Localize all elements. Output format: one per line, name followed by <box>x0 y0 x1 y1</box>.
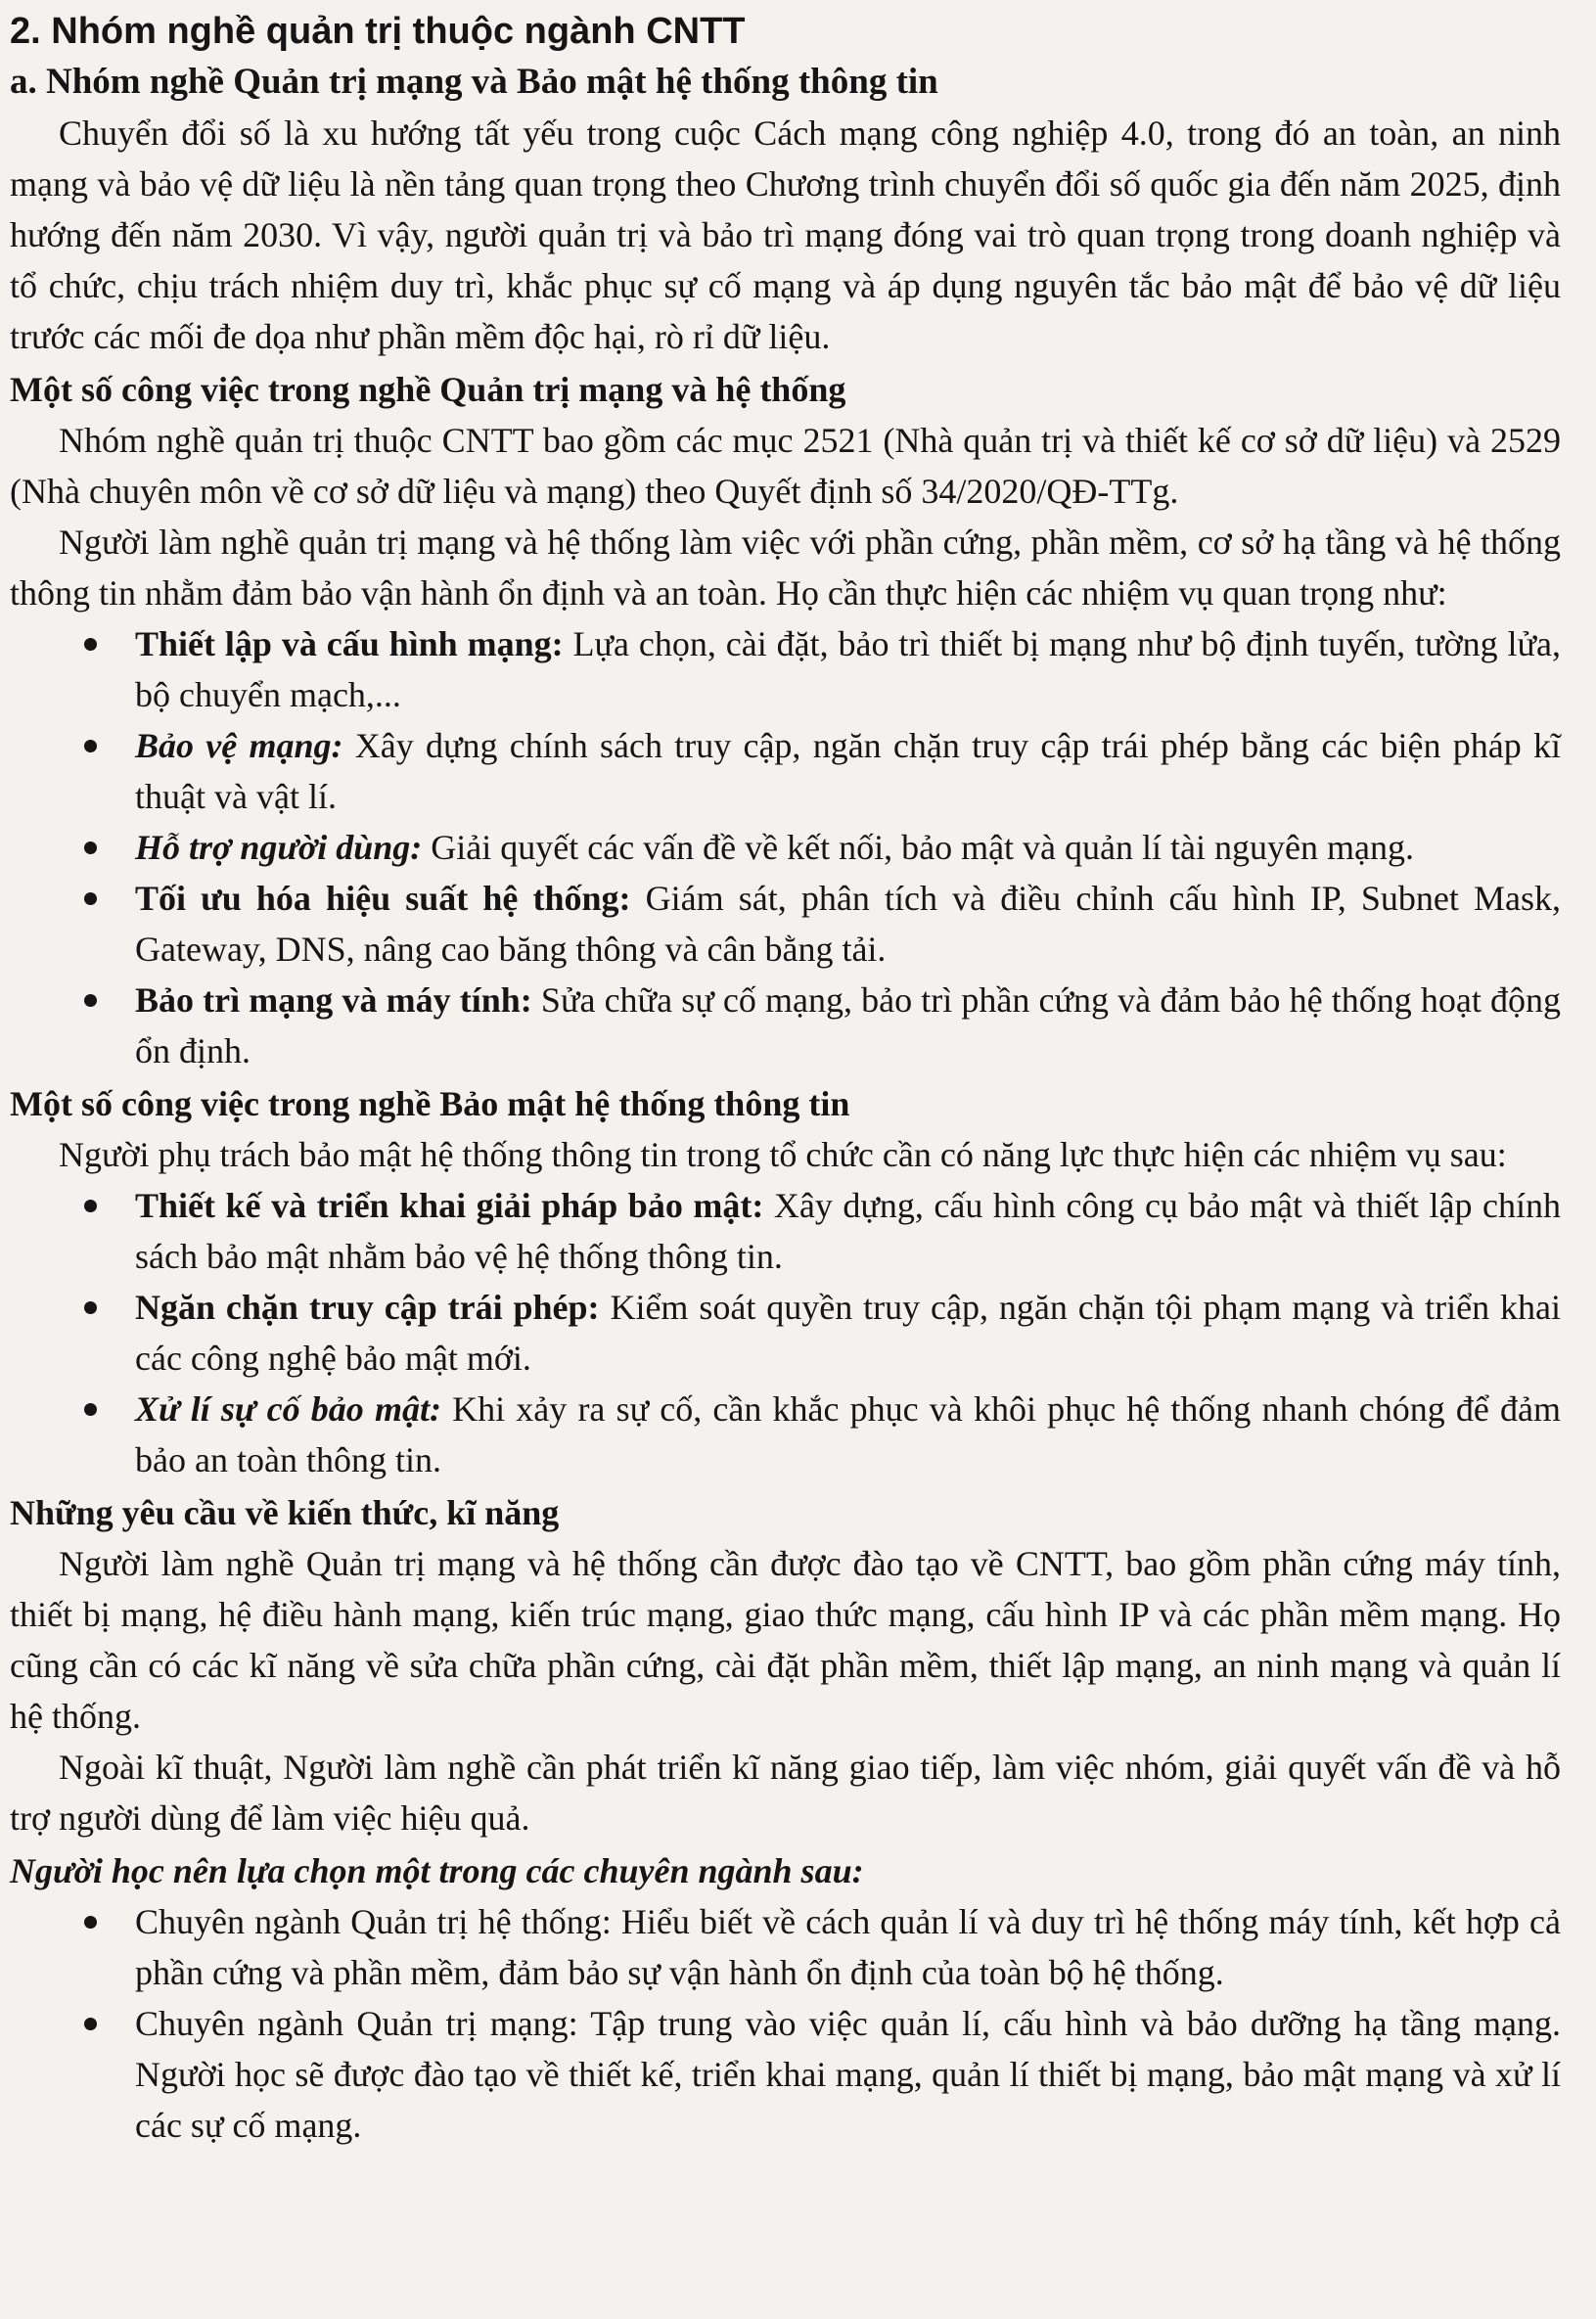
list-item-text: Kiểm soát quyền truy cập, ngăn chặn tội phạm mạng và triển khai các công nghệ bảo mật mới. <box>135 1288 1561 1378</box>
list-item-lead: Thiết kế và triển khai giải pháp bảo mật: <box>135 1186 764 1225</box>
majors-list <box>10 1896 1561 2151</box>
list-item-lead: Bảo trì mạng và máy tính: <box>135 980 532 1020</box>
list-item-lead: Hỗ trợ người dùng: <box>135 828 423 867</box>
security-jobs-heading: Một số công việc trong nghề Bảo mật hệ thống thông tin <box>10 1084 850 1123</box>
section-title: 2. Nhóm nghề quản trị thuộc ngành CNTT <box>10 11 746 52</box>
list-item-text: Giám sát, phân tích và điều chỉnh cấu hình IP, Subnet Mask, Gateway, DNS, nâng cao băng thông và cân bằng tải. <box>135 879 1561 969</box>
list-item-text: Xây dựng, cấu hình công cụ bảo mật và thiết lập chính sách bảo mật nhằm bảo vệ hệ thống thông tin. <box>135 1186 1561 1276</box>
bullet-icon <box>84 638 97 651</box>
bullet-icon <box>84 1200 97 1212</box>
requirements-paragraph-1: Người làm nghề Quản trị mạng và hệ thống cần được đào tạo về CNTT, bao gồm phần cứng máy tính, thiết bị mạng, hệ điều hành mạng, kiến trúc mạng, giao thức mạng, cấu hình IP và các phần mềm mạng. Họ cũng cần có các kĩ năng về sửa chữa phần cứng, cài đặt phần mềm, thiết lập mạng, an ninh mạng và quản lí hệ thống. <box>10 1544 1561 1736</box>
list-item-lead: Bảo vệ mạng: <box>135 726 343 765</box>
bullet-icon <box>84 1301 97 1314</box>
bullet-icon <box>84 841 97 854</box>
network-jobs-list <box>10 618 1561 1076</box>
list-item <box>10 1180 1561 1282</box>
subsection-title: a. Nhóm nghề Quản trị mạng và Bảo mật hệ thống thông tin <box>10 62 938 102</box>
list-item <box>10 618 1561 720</box>
network-jobs-paragraph-1: Nhóm nghề quản trị thuộc CNTT bao gồm các mục 2521 (Nhà quản trị và thiết kế cơ sở dữ liệu) và 2529 (Nhà chuyên môn về cơ sở dữ liệu và mạng) theo Quyết định số 34/2020/QĐ-TTg. <box>10 421 1561 511</box>
list-item-text: Sửa chữa sự cố mạng, bảo trì phần cứng và đảm bảo hệ thống hoạt động ổn định. <box>135 980 1561 1070</box>
requirements-paragraph-2: Ngoài kĩ thuật, Người làm nghề cần phát triển kĩ năng giao tiếp, làm việc nhóm, giải quyết vấn đề và hỗ trợ người dùng để làm việc hiệu quả. <box>10 1748 1561 1838</box>
intro-paragraph: Chuyển đổi số là xu hướng tất yếu trong cuộc Cách mạng công nghiệp 4.0, trong đó an toàn, an ninh mạng và bảo vệ dữ liệu là nền tảng quan trọng theo Chương trình chuyển đổi số quốc gia đến năm 2025, định hướng đến năm 2030. Vì vậy, người quản trị và bảo trì mạng đóng vai trò quan trọng trong doanh nghiệp và tổ chức, chịu trách nhiệm duy trì, khắc phục sự cố mạng và áp dụng nguyên tắc bảo mật để bảo vệ dữ liệu trước các mối đe dọa như phần mềm độc hại, rò rỉ dữ liệu. <box>10 114 1561 356</box>
list-item <box>10 873 1561 975</box>
network-jobs-heading: Một số công việc trong nghề Quản trị mạng và hệ thống <box>10 370 846 409</box>
bullet-icon <box>84 994 97 1007</box>
security-jobs-paragraph: Người phụ trách bảo mật hệ thống thông tin trong tổ chức cần có năng lực thực hiện các nhiệm vụ sau: <box>59 1135 1507 1174</box>
list-item <box>10 1282 1561 1384</box>
document-page <box>0 6 1596 2319</box>
bullet-icon <box>84 1403 97 1416</box>
list-item-text: Chuyên ngành Quản trị mạng: Tập trung vào việc quản lí, cấu hình và bảo dưỡng hạ tầng mạng. Người học sẽ được đào tạo về thiết kế, triển khai mạng, quản lí thiết bị mạng, bảo mật mạng và xử lí các sự cố mạng. <box>135 2004 1561 2145</box>
list-item <box>10 1896 1561 1998</box>
list-item <box>10 822 1561 873</box>
list-item-lead: Ngăn chặn truy cập trái phép: <box>135 1288 600 1327</box>
requirements-heading: Những yêu cầu về kiến thức, kĩ năng <box>10 1493 560 1532</box>
security-jobs-list <box>10 1180 1561 1485</box>
list-item <box>10 975 1561 1076</box>
list-item-lead: Thiết lập và cấu hình mạng: <box>135 624 564 663</box>
list-item-lead: Xử lí sự cố bảo mật: <box>135 1389 441 1429</box>
list-item-text: Lựa chọn, cài đặt, bảo trì thiết bị mạng như bộ định tuyến, tường lửa, bộ chuyển mạch,... <box>135 624 1562 714</box>
majors-heading: Người học nên lựa chọn một trong các chuyên ngành sau: <box>10 1851 864 1890</box>
list-item-text: Xây dựng chính sách truy cập, ngăn chặn truy cập trái phép bằng các biện pháp kĩ thuật và vật lí. <box>135 726 1561 816</box>
list-item <box>10 1998 1561 2151</box>
bullet-icon <box>84 1916 97 1929</box>
network-jobs-paragraph-2: Người làm nghề quản trị mạng và hệ thống làm việc với phần cứng, phần mềm, cơ sở hạ tầng và hệ thống thông tin nhằm đảm bảo vận hành ổn định và an toàn. Họ cần thực hiện các nhiệm vụ quan trọng như: <box>10 523 1561 613</box>
bullet-icon <box>84 892 97 905</box>
list-item-lead: Tối ưu hóa hiệu suất hệ thống: <box>135 879 631 918</box>
list-item <box>10 1384 1561 1485</box>
list-item-text: Khi xảy ra sự cố, cần khắc phục và khôi phục hệ thống nhanh chóng để đảm bảo an toàn thông tin. <box>135 1389 1561 1479</box>
list-item-text: Giải quyết các vấn đề về kết nối, bảo mật và quản lí tài nguyên mạng. <box>422 828 1414 867</box>
bullet-icon <box>84 2018 97 2030</box>
list-item <box>10 720 1561 822</box>
bullet-icon <box>84 740 97 752</box>
list-item-text: Chuyên ngành Quản trị hệ thống: Hiểu biết về cách quản lí và duy trì hệ thống máy tính, kết hợp cả phần cứng và phần mềm, đảm bảo sự vận hành ổn định của toàn bộ hệ thống. <box>135 1902 1561 1992</box>
